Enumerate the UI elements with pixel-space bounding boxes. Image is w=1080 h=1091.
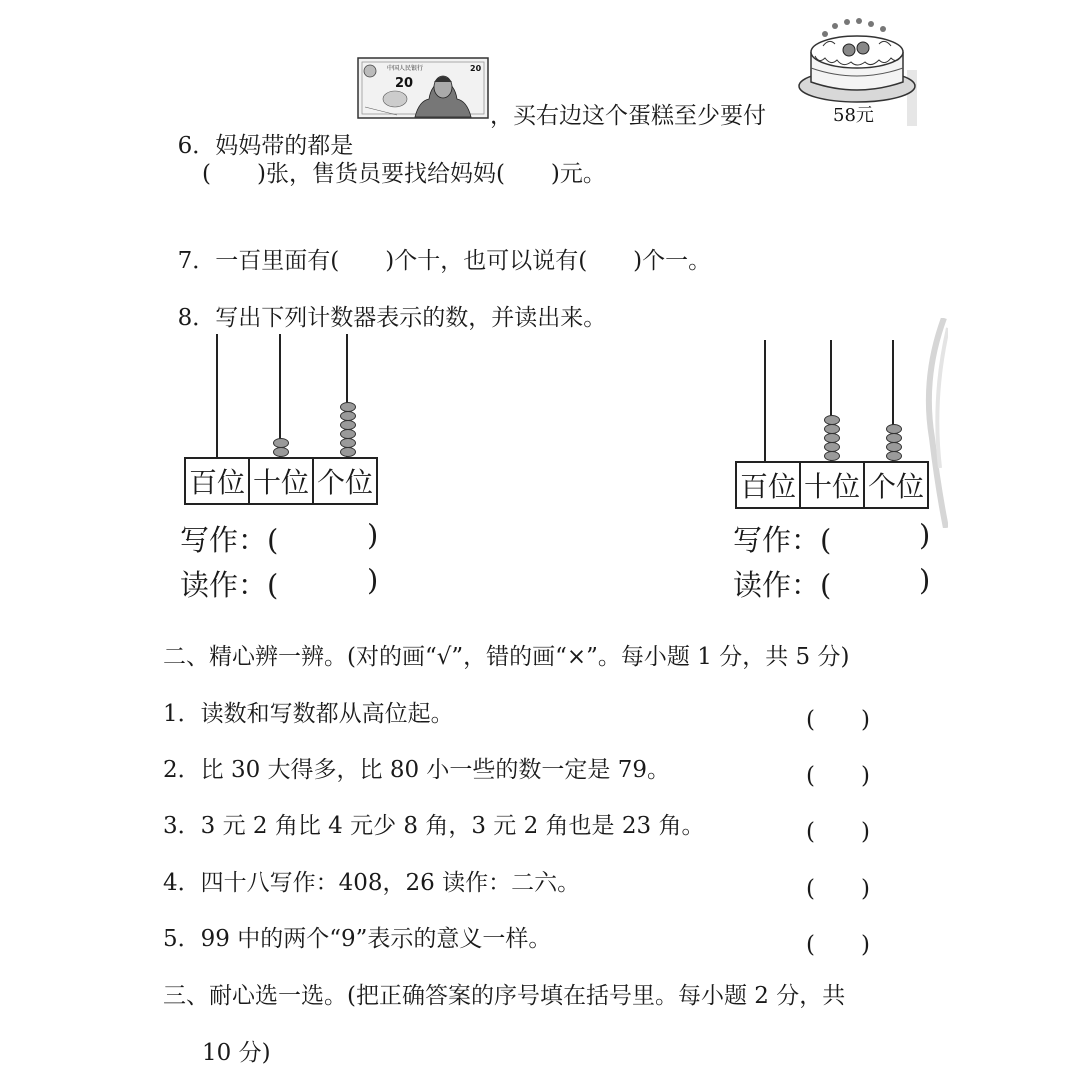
abacus-bead <box>340 402 356 412</box>
abacus-bead <box>824 424 840 434</box>
answer-blank: ( ) <box>806 763 870 789</box>
place-label-hundreds: 百位 <box>184 457 250 505</box>
question-8 <box>163 273 606 333</box>
question-6-line2: ( )张，售货员要找给妈妈( )元。 <box>202 161 606 187</box>
abacus-bead <box>886 433 902 443</box>
abacus-bead <box>340 429 356 439</box>
question-number: 3． <box>163 813 201 839</box>
judge-item-text: 3 元 2 角比 4 元少 8 角，3 元 2 角也是 23 角。 <box>200 813 705 839</box>
question-number: 6． <box>177 133 216 159</box>
banknote-20-yuan-image <box>357 57 489 119</box>
banknote-value-left: 20 <box>395 76 414 91</box>
abacus-bead <box>340 438 356 448</box>
judge-item-text: 读数和写数都从高位起。 <box>200 701 454 727</box>
abacus-bead <box>824 433 840 443</box>
place-label-tens: 十位 <box>799 461 865 509</box>
question-6-text-part2: ，买右边这个蛋糕至少要付 <box>490 103 766 129</box>
question-7 <box>163 216 711 276</box>
abacus-bead <box>824 442 840 452</box>
cake-price: 58元 <box>833 105 874 126</box>
abacus-bead <box>273 438 289 448</box>
section-3-title-cont: 10 分) <box>202 1040 271 1066</box>
question-number: 2． <box>163 757 201 783</box>
place-label-ones: 个位 <box>863 461 929 509</box>
judge-item-2 <box>163 755 670 785</box>
judge-item-text: 比 30 大得多，比 80 小一些的数一定是 79。 <box>200 757 670 783</box>
question-7-text: 一百里面有( )个十，也可以说有( )个一。 <box>215 248 712 274</box>
abacus-bead <box>340 447 356 457</box>
answer-blank: ( ) <box>806 707 870 733</box>
question-number: 1． <box>163 701 201 727</box>
section-2-title: 二、精心辨一辨。(对的画“√”，错的画“×”。每小题 1 分，共 5 分) <box>163 644 850 670</box>
question-number: 4． <box>163 870 201 896</box>
abacus-bead <box>886 442 902 452</box>
judge-item-4 <box>163 868 580 898</box>
write-as-label: 写作：( <box>733 523 832 557</box>
question-number: 8． <box>177 305 216 331</box>
abacus-bead <box>273 447 289 457</box>
read-as-close: ) <box>367 563 379 597</box>
banknote-caption: 中国人民银行 <box>387 65 424 72</box>
judge-item-text: 99 中的两个“9”表示的意义一样。 <box>200 926 552 952</box>
question-number: 5． <box>163 926 201 952</box>
read-as-close: ) <box>919 563 931 597</box>
abacus-bead <box>824 451 840 461</box>
place-label-ones: 个位 <box>312 457 378 505</box>
question-number: 7． <box>177 248 216 274</box>
answer-blank: ( ) <box>806 876 870 902</box>
judge-item-1 <box>163 699 454 729</box>
write-as-close: ) <box>919 518 931 552</box>
write-as-close: ) <box>367 518 379 552</box>
judge-item-3 <box>163 811 704 841</box>
answer-blank: ( ) <box>806 819 870 845</box>
section-3-title: 三、耐心选一选。(把正确答案的序号填在括号里。每小题 2 分，共 <box>163 983 846 1009</box>
abacus-bead <box>824 415 840 425</box>
read-as-label: 读作：( <box>733 568 832 602</box>
banknote-value-right: 20 <box>470 64 482 73</box>
answer-blank: ( ) <box>806 932 870 958</box>
place-label-tens: 十位 <box>248 457 314 505</box>
abacus-bead <box>340 411 356 421</box>
abacus-bead <box>340 420 356 430</box>
abacus-rod-hundreds <box>216 334 218 458</box>
cake-image <box>795 12 919 126</box>
place-label-hundreds: 百位 <box>735 461 801 509</box>
judge-item-text: 四十八写作：408，26 读作：二六。 <box>200 870 581 896</box>
abacus-rod-hundreds <box>764 340 766 462</box>
write-as-label: 写作：( <box>180 523 279 557</box>
question-6-text-part1: 妈妈带的都是 <box>215 133 354 159</box>
abacus-bead <box>886 451 902 461</box>
read-as-label: 读作：( <box>180 568 279 602</box>
question-6 <box>163 101 353 161</box>
judge-item-5 <box>163 924 551 954</box>
abacus-bead <box>886 424 902 434</box>
scan-artifact <box>918 318 948 528</box>
question-8-text: 写出下列计数器表示的数，并读出来。 <box>215 305 607 331</box>
